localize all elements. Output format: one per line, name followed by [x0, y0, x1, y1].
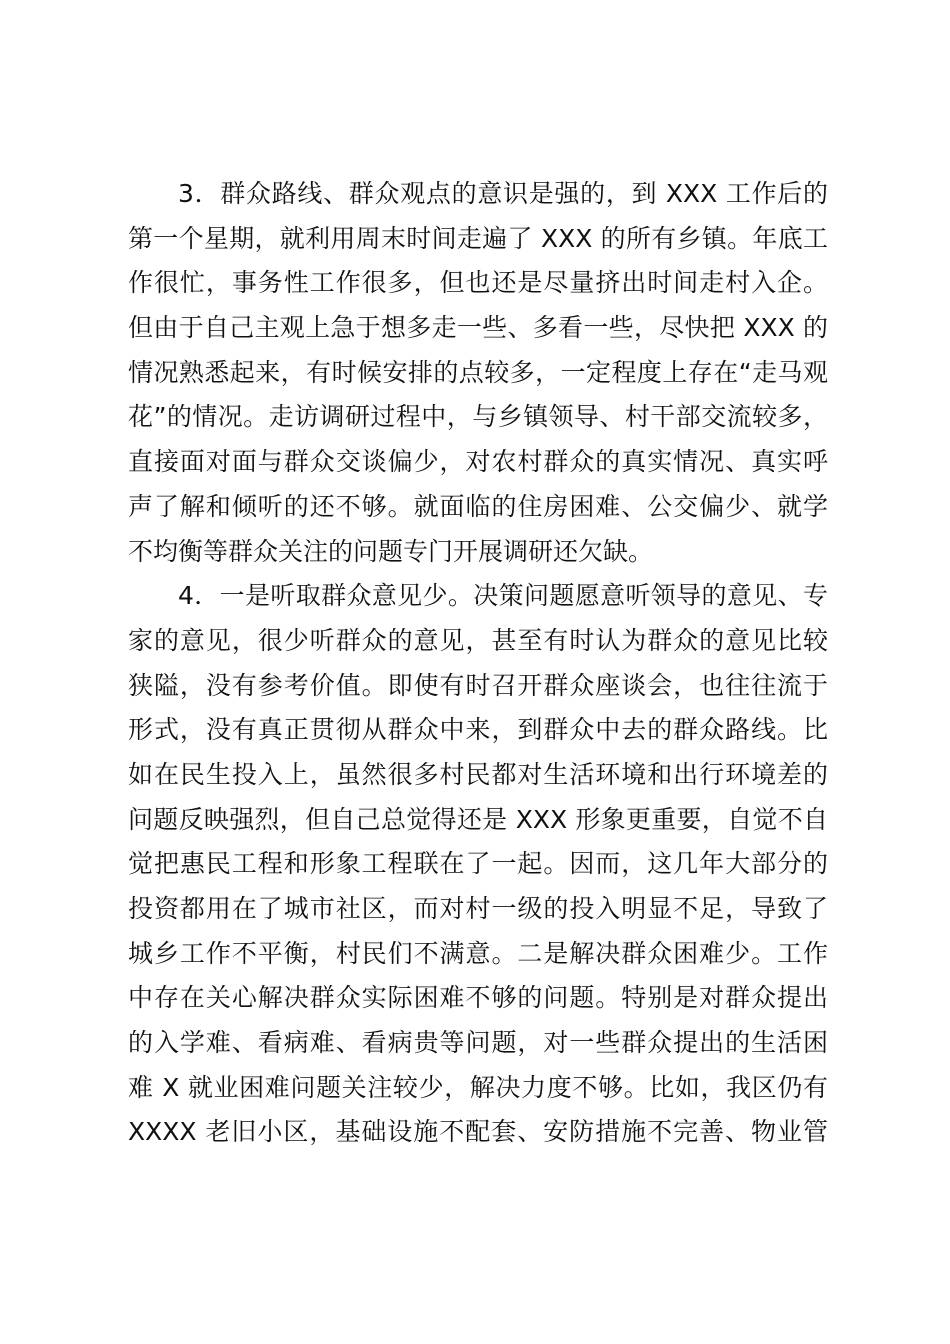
- paragraph-3-line: 声了解和倾听的还不够。就面临的住房困难、公交偏少、就学: [128, 491, 828, 521]
- paragraph-3-line: 作很忙，事务性工作很多，但也还是尽量挤出时间走村入企。: [128, 268, 828, 298]
- paragraph-3-line: 不均衡等群众关注的问题专门开展调研还欠缺。: [128, 536, 654, 566]
- paragraph-4-line: 问题反映强烈，但自己总觉得还是 XXX 形象更重要，自觉不自: [128, 804, 828, 834]
- paragraph-4-line: 形式，没有真正贯彻从群众中来，到群众中去的群众路线。比: [128, 715, 828, 745]
- paragraph-4-line: 城乡工作不平衡，村民们不满意。二是解决群众困难少。工作: [128, 938, 828, 968]
- paragraph-4-line: 中存在关心解决群众实际困难不够的问题。特别是对群众提出: [128, 983, 828, 1013]
- paragraph-3-line: 3．群众路线、群众观点的意识是强的，到 XXX 工作后的: [178, 179, 828, 208]
- paragraph-3-line: 情况熟悉起来，有时候安排的点较多，一定程度上存在“走马观: [128, 357, 828, 387]
- paragraph-4-line: 4．一是听取群众意见少。决策问题愿意听领导的意见、专: [178, 581, 828, 611]
- paragraph-3-line: 直接面对面与群众交谈偏少，对农村群众的真实情况、真实呼: [128, 447, 828, 477]
- paragraph-4-line: 家的意见，很少听群众的意见，甚至有时认为群众的意见比较: [128, 625, 828, 655]
- paragraph-4-line: 狭隘，没有参考价值。即使有时召开群众座谈会，也往往流于: [128, 670, 828, 700]
- paragraph-4-line: 的入学难、看病难、看病贵等问题，对一些群众提出的生活困: [128, 1028, 828, 1058]
- paragraph-3-line: 花”的情况。走访调研过程中，与乡镇领导、村干部交流较多，: [128, 402, 828, 432]
- paragraph-4-line: 投资都用在了城市社区，而对村一级的投入明显不足，导致了: [128, 894, 828, 923]
- paragraph-4-line: XXXX 老旧小区，基础设施不配套、安防措施不完善、物业管: [128, 1117, 828, 1147]
- paragraph-4-line: 觉把惠民工程和形象工程联在了一起。因而，这几年大部分的: [128, 849, 828, 879]
- paragraph-4-line: 如在民生投入上，虽然很多村民都对生活环境和出行环境差的: [128, 759, 828, 789]
- paragraph-3-line: 第一个星期，就利用周末时间走遍了 XXX 的所有乡镇。年底工: [128, 223, 828, 253]
- paragraph-3-line: 但由于自己主观上急于想多走一些、多看一些，尽快把 XXX 的: [128, 313, 828, 343]
- paragraph-4-line: 难 X 就业困难问题关注较少，解决力度不够。比如，我区仍有: [128, 1072, 828, 1102]
- document-body: [128, 172, 828, 1155]
